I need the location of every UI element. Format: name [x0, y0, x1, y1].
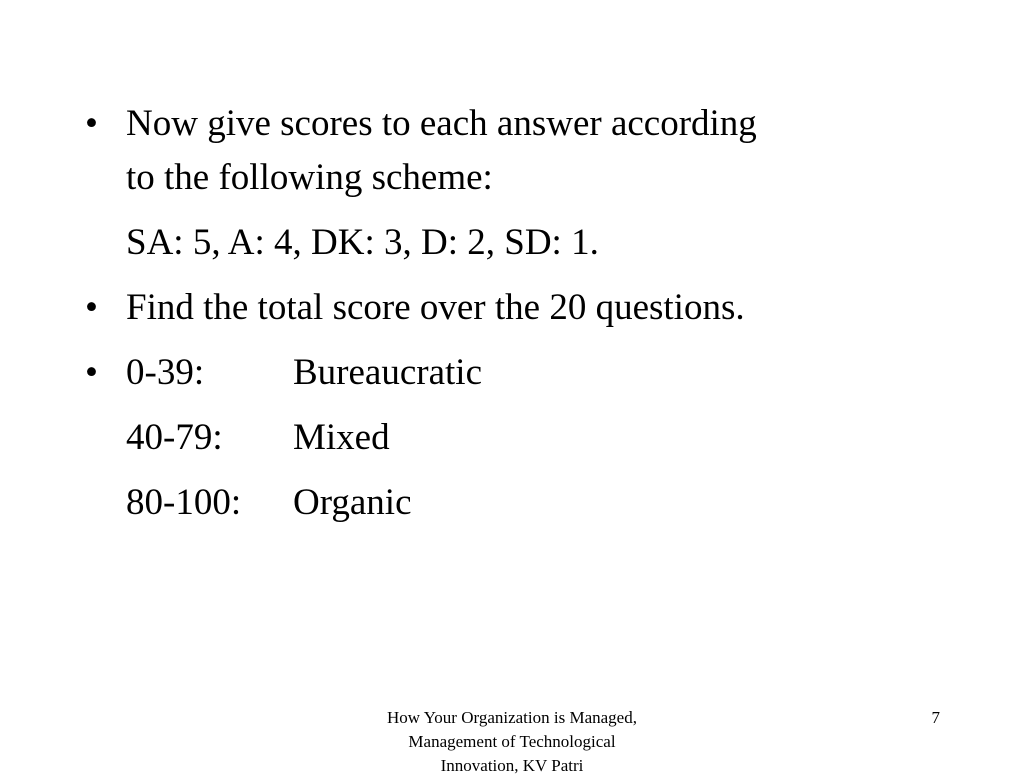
range-value: 40-79:: [126, 417, 223, 458]
range-category: Organic: [293, 482, 412, 523]
range-category: Mixed: [293, 417, 390, 458]
bullet-item-total: [85, 281, 945, 335]
range-row: [126, 476, 945, 530]
range-row: [126, 346, 945, 400]
bullet-marker: •: [85, 287, 98, 328]
slide-footer: [340, 706, 684, 778]
range-category: Bureaucratic: [293, 352, 482, 393]
footer-line: How Your Organization is Managed,: [387, 708, 637, 727]
scoring-scheme: SA: 5, A: 4, DK: 3, D: 2, SD: 1.: [126, 222, 599, 263]
bullet-text-line: Find the total score over the 20 questions.: [126, 287, 745, 328]
bullet-text-line: to the following scheme:: [126, 157, 493, 198]
range-value: 0-39:: [126, 352, 205, 393]
range-row: [126, 411, 945, 465]
footer-line: Innovation, KV Patri: [440, 756, 584, 775]
bullet-item-ranges: [85, 346, 945, 530]
range-value: 80-100:: [126, 482, 242, 523]
footer-line: Management of Technological: [408, 732, 616, 751]
bullet-text-line: Now give scores to each answer according: [126, 103, 757, 144]
page-number: 7: [931, 708, 940, 727]
bullet-marker: •: [85, 352, 98, 393]
bullet-item-scoring: [85, 97, 945, 270]
slide-content: [85, 97, 945, 530]
bullet-marker: •: [85, 103, 98, 144]
